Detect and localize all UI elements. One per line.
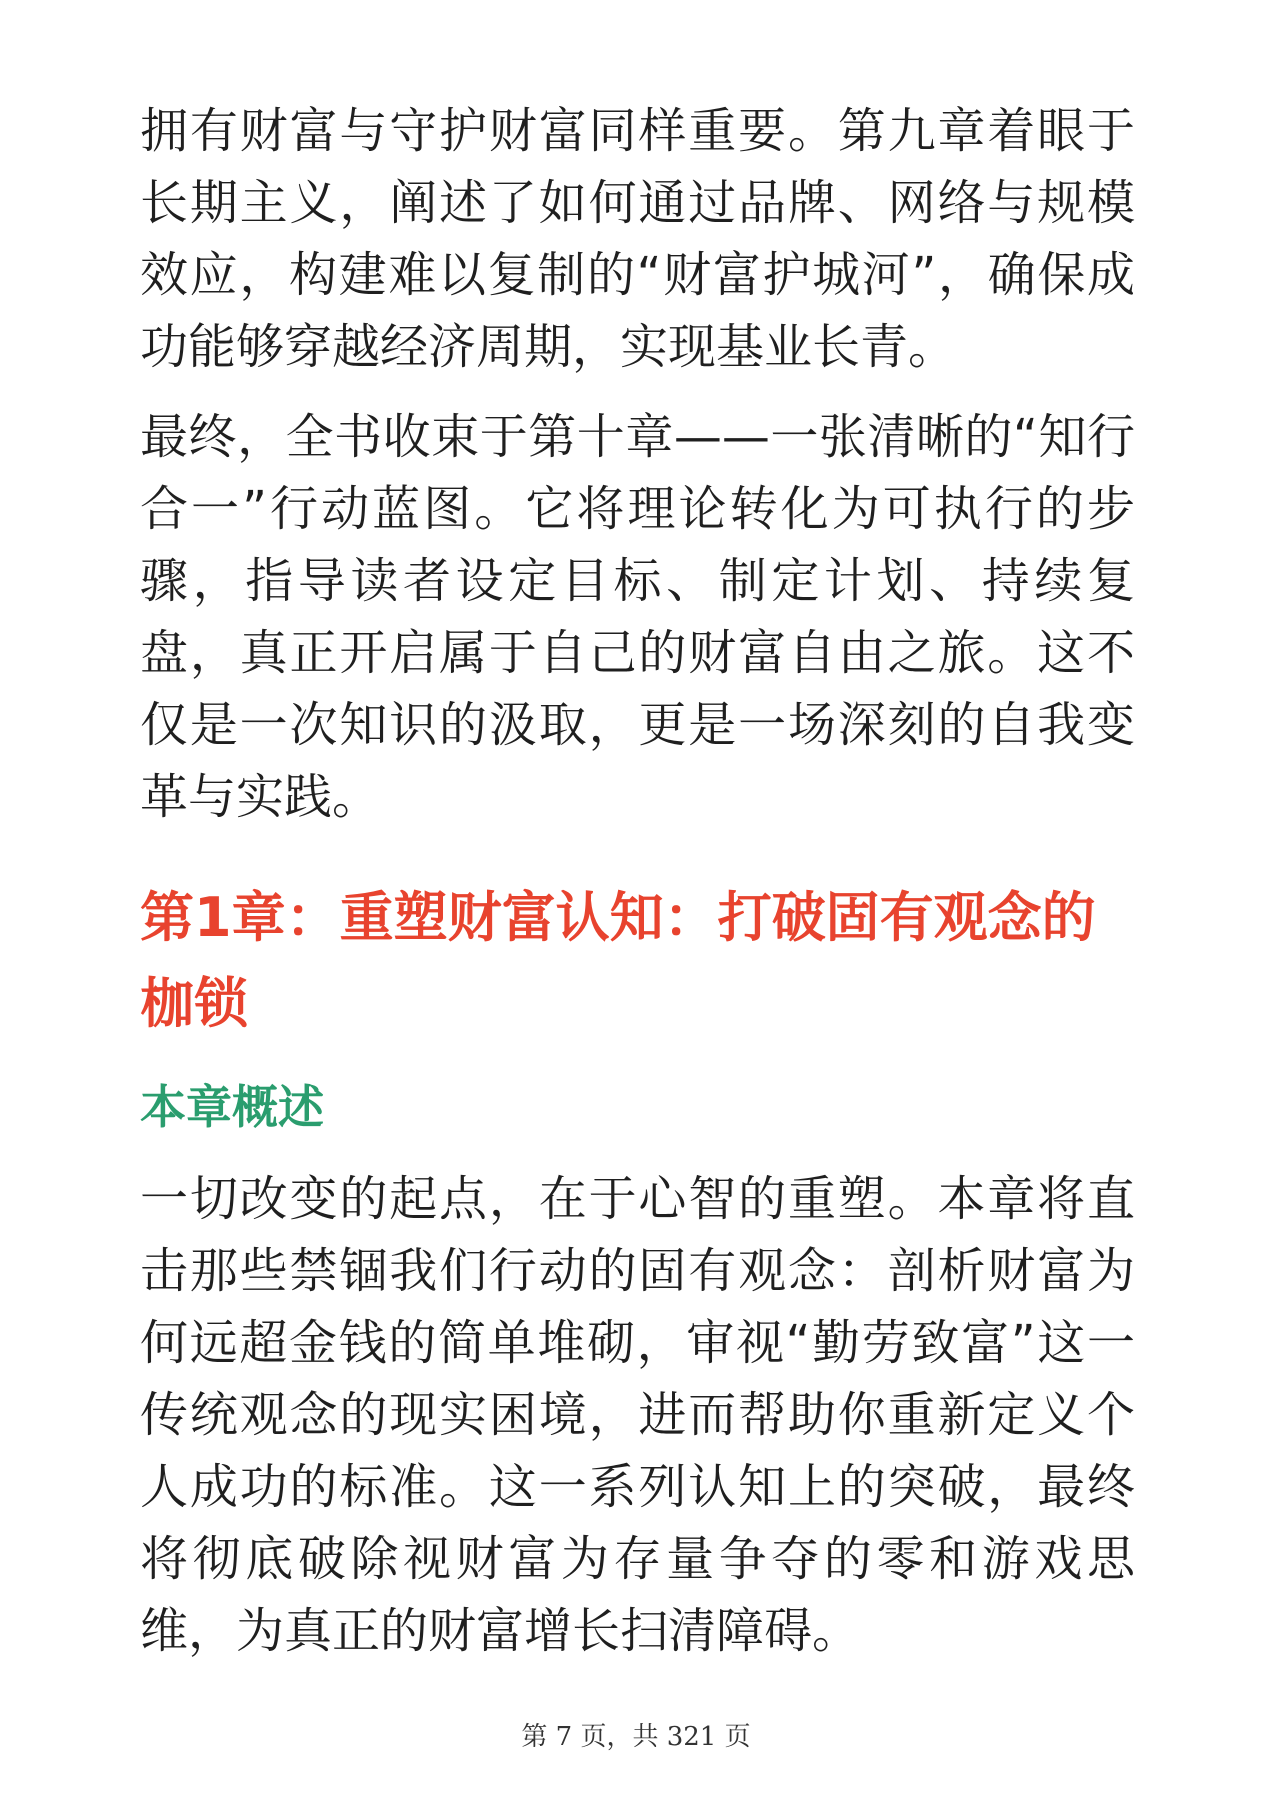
chapter-title: 第1章：重塑财富认知：打破固有观念的枷锁 (140, 886, 1096, 1035)
page-content (140, 95, 1135, 1685)
page-number-footer: 第 7 页，共 321 页 (521, 1722, 751, 1752)
body-paragraph-final-chapter: 最终，全书收束于第十章——一张清晰的“知行合一”行动蓝图。它将理论转化为可执行的步骤，指导读者设定目标、制定计划、持续复盘，真正开启属于自己的财富自由之旅。这不仅是一次知识的汲取，更是一场深刻的自我变革与实践。 (140, 409, 1135, 825)
section-overview-paragraph: 一切改变的起点，在于心智的重塑。本章将直击那些禁锢我们行动的固有观念：剖析财富为何远超金钱的简单堆砌，审视“勤劳致富”这一传统观念的现实困境，进而帮助你重新定义个人成功的标准。这一系列认知上的突破，最终将彻底破除视财富为存量争夺的零和游戏思维，为真正的财富增长扫清障碍。 (140, 1171, 1135, 1659)
section-title: 本章概述 (140, 1080, 324, 1134)
body-paragraph-moat: 拥有财富与守护财富同样重要。第九章着眼于长期主义，阐述了如何通过品牌、网络与规模效应，构建难以复制的“财富护城河”，确保成功能够穿越经济周期，实现基业长青。 (140, 103, 1135, 375)
